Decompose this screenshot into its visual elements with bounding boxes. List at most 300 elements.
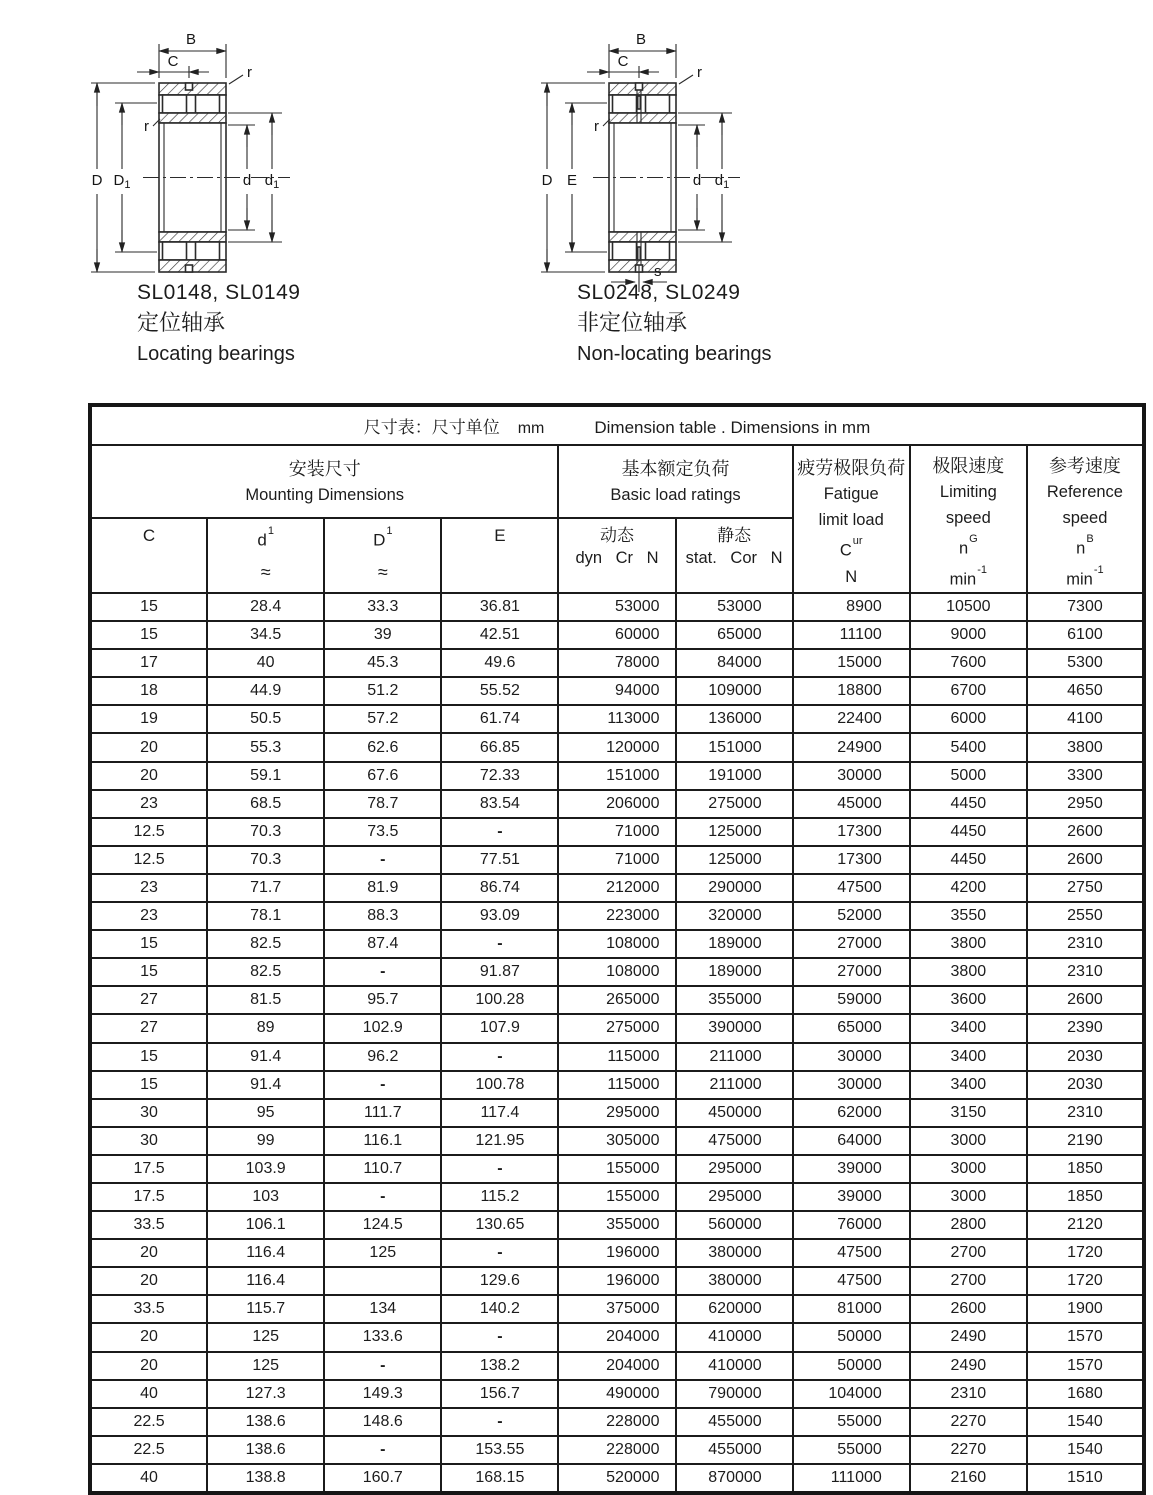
table-cell: 27000 [793, 958, 910, 986]
table-cell: 3400 [910, 1043, 1027, 1071]
table-cell: 1720 [1027, 1267, 1144, 1295]
table-cell: 82.5 [207, 958, 324, 986]
table-cell: 3800 [1027, 733, 1144, 761]
label-E: E [566, 172, 578, 189]
table-cell: 103 [207, 1183, 324, 1211]
table-cell: 99 [207, 1127, 324, 1155]
table-cell: 24900 [793, 733, 910, 761]
table-cell: 410000 [676, 1323, 793, 1351]
table-cell: 78.1 [207, 902, 324, 930]
table-cell: 116.4 [207, 1267, 324, 1295]
table-cell: 151000 [558, 762, 675, 790]
table-cell: 211000 [676, 1043, 793, 1071]
col-limiting-speed: 极限速度 Limiting speed $n^G$ $\min^{-1}$ [910, 445, 1027, 593]
table-cell: 22400 [793, 705, 910, 733]
table-cell: 111.7 [324, 1099, 441, 1127]
col-C: C [90, 518, 207, 593]
table-cell: 390000 [676, 1014, 793, 1042]
table-cell: 62000 [793, 1099, 910, 1127]
table-row [90, 1099, 1144, 1127]
table-cell: 129.6 [441, 1267, 558, 1295]
table-cell: 11100 [793, 621, 910, 649]
table-row [90, 902, 1144, 930]
table-cell: - [324, 1352, 441, 1380]
table-cell: 20 [90, 733, 207, 761]
table-cell: 17300 [793, 846, 910, 874]
table-cell: 15 [90, 621, 207, 649]
table-row [90, 1380, 1144, 1408]
table-cell: 55.3 [207, 733, 324, 761]
table-cell: 560000 [676, 1211, 793, 1239]
table-cell: 138.8 [207, 1464, 324, 1493]
table-row [90, 818, 1144, 846]
table-cell: 20 [90, 1352, 207, 1380]
table-cell: 34.5 [207, 621, 324, 649]
table-cell: 355000 [558, 1211, 675, 1239]
table-row [90, 1436, 1144, 1464]
label-D1: $D_1$ [113, 172, 131, 191]
table-cell: 95.7 [324, 986, 441, 1014]
table-cell: - [441, 930, 558, 958]
table-cell: 82.5 [207, 930, 324, 958]
table-cell: 47500 [793, 1267, 910, 1295]
table-cell: 27000 [793, 930, 910, 958]
table-cell: 20 [90, 1239, 207, 1267]
table-cell: 12.5 [90, 818, 207, 846]
table-cell: 100.28 [441, 986, 558, 1014]
col-static-load: 静态 stat. Cor N [676, 518, 793, 593]
table-cell: 40 [90, 1380, 207, 1408]
table-cell: 81000 [793, 1295, 910, 1323]
table-cell: 2700 [910, 1239, 1027, 1267]
table-cell: 106.1 [207, 1211, 324, 1239]
table-cell: 2030 [1027, 1043, 1144, 1071]
table-cell: 138.6 [207, 1408, 324, 1436]
table-cell: 77.51 [441, 846, 558, 874]
table-cell: 53000 [558, 593, 675, 621]
table-cell: 102.9 [324, 1014, 441, 1042]
table-cell: 3600 [910, 986, 1027, 1014]
table-cell: 3300 [1027, 762, 1144, 790]
table-cell: 206000 [558, 790, 675, 818]
table-title-unit: mm [517, 420, 545, 437]
table-cell: 223000 [558, 902, 675, 930]
dim-C [587, 53, 659, 72]
table-cell: 50000 [793, 1323, 910, 1351]
table-cell: 125000 [676, 846, 793, 874]
table-row [90, 1071, 1144, 1099]
table-cell: 104000 [793, 1380, 910, 1408]
table-cell: 23 [90, 790, 207, 818]
col-E: E [441, 518, 558, 593]
table-cell: 88.3 [324, 902, 441, 930]
col-reference-speed: 参考速度 Reference speed $n^B$ $\min^{-1}$ [1027, 445, 1144, 593]
table-cell: 45000 [793, 790, 910, 818]
table-cell: 7300 [1027, 593, 1144, 621]
table-row [90, 1352, 1144, 1380]
table-cell: 42.51 [441, 621, 558, 649]
table-cell: 3400 [910, 1071, 1027, 1099]
table-cell: 380000 [676, 1239, 793, 1267]
table-cell: 33.3 [324, 593, 441, 621]
table-cell: 70.3 [207, 846, 324, 874]
table-cell: 91.4 [207, 1071, 324, 1099]
table-cell: 2310 [1027, 1099, 1144, 1127]
table-title-en: Dimension table . Dimensions in mm [594, 418, 871, 437]
table-cell: 127.3 [207, 1380, 324, 1408]
table-cell: 27 [90, 986, 207, 1014]
group-basic-load-ratings: 基本额定负荷 Basic load ratings [558, 445, 792, 518]
table-cell: 2120 [1027, 1211, 1144, 1239]
table-cell: 455000 [676, 1408, 793, 1436]
model-number: SL0148, SL0149 [137, 281, 301, 304]
table-cell: 94000 [558, 677, 675, 705]
table-cell: 191000 [676, 762, 793, 790]
table-cell: 30000 [793, 1043, 910, 1071]
table-cell: 455000 [676, 1436, 793, 1464]
caption-locating [137, 282, 300, 364]
table-cell: 59000 [793, 986, 910, 1014]
table-cell: 81.5 [207, 986, 324, 1014]
table-cell: 2190 [1027, 1127, 1144, 1155]
table-title-zh: 尺寸表：尺寸单位 [363, 418, 500, 437]
table-cell: 4100 [1027, 705, 1144, 733]
table-cell: 51.2 [324, 677, 441, 705]
table-cell: 4450 [910, 846, 1027, 874]
table-cell: 91.87 [441, 958, 558, 986]
table-cell: 2390 [1027, 1014, 1144, 1042]
table-cell: 520000 [558, 1464, 675, 1493]
table-cell: 148.6 [324, 1408, 441, 1436]
table-cell: 2600 [910, 1295, 1027, 1323]
table-cell: 40 [90, 1464, 207, 1493]
table-cell: 1570 [1027, 1352, 1144, 1380]
table-cell: 117.4 [441, 1099, 558, 1127]
table-cell: 475000 [676, 1127, 793, 1155]
table-cell: 17 [90, 649, 207, 677]
group-mounting-dimensions: 安装尺寸 Mounting Dimensions [90, 445, 558, 518]
col-fatigue-limit-load: 疲劳极限负荷 Fatigue limit load $C^{ur}$ N [793, 445, 910, 593]
table-cell: 4450 [910, 818, 1027, 846]
table-cell: 44.9 [207, 677, 324, 705]
table-cell: 33.5 [90, 1295, 207, 1323]
table-cell: 15000 [793, 649, 910, 677]
table-cell: 228000 [558, 1408, 675, 1436]
bearing-drawing-locating [85, 28, 300, 290]
table-cell: 3150 [910, 1099, 1027, 1127]
bearing-type-zh: 非定位轴承 [577, 310, 688, 335]
table-cell: 295000 [558, 1099, 675, 1127]
table-cell: 39 [324, 621, 441, 649]
table-row [90, 1211, 1144, 1239]
table-cell: - [441, 1323, 558, 1351]
table-cell: 1900 [1027, 1295, 1144, 1323]
table-cell: 100.78 [441, 1071, 558, 1099]
model-number: SL0248, SL0249 [577, 281, 741, 304]
table-cell: 1720 [1027, 1239, 1144, 1267]
table-cell: - [441, 1155, 558, 1183]
table-cell: 78000 [558, 649, 675, 677]
table-row [90, 1295, 1144, 1323]
table-cell: 211000 [676, 1071, 793, 1099]
label-r-outer: r [247, 64, 252, 81]
table-cell: 151000 [676, 733, 793, 761]
table-cell: 6000 [910, 705, 1027, 733]
table-cell: 95 [207, 1099, 324, 1127]
label-r-inner: r [144, 118, 149, 135]
table-cell: 2310 [910, 1380, 1027, 1408]
label-r-outer: r [697, 64, 702, 81]
table-cell: 15 [90, 1071, 207, 1099]
table-cell: 870000 [676, 1464, 793, 1493]
label-D: D [91, 172, 103, 189]
table-title [90, 405, 1144, 445]
table-cell: 86.74 [441, 874, 558, 902]
table-cell: 20 [90, 1323, 207, 1351]
table-cell: 103.9 [207, 1155, 324, 1183]
table-cell: 2600 [1027, 846, 1144, 874]
table-cell: 189000 [676, 930, 793, 958]
table-cell: 212000 [558, 874, 675, 902]
table-cell: 355000 [676, 986, 793, 1014]
table-cell: 790000 [676, 1380, 793, 1408]
table-cell: 3800 [910, 958, 1027, 986]
table-cell: 2600 [1027, 818, 1144, 846]
table-cell: 204000 [558, 1323, 675, 1351]
table-row [90, 1014, 1144, 1042]
table-cell: 9000 [910, 621, 1027, 649]
table-cell: 111000 [793, 1464, 910, 1493]
table-cell: 12.5 [90, 846, 207, 874]
table-cell: 5300 [1027, 649, 1144, 677]
table-row [90, 1043, 1144, 1071]
table-cell: 15 [90, 1043, 207, 1071]
table-cell: 23 [90, 874, 207, 902]
table-cell: 134 [324, 1295, 441, 1323]
table-cell: 78.7 [324, 790, 441, 818]
table-row [90, 1239, 1144, 1267]
table-cell: 70.3 [207, 818, 324, 846]
table-cell: 2750 [1027, 874, 1144, 902]
table-cell: 120000 [558, 733, 675, 761]
table-cell: 36.81 [441, 593, 558, 621]
table-cell [324, 1267, 441, 1295]
table-cell: 72.33 [441, 762, 558, 790]
table-cell: 125 [207, 1323, 324, 1351]
figure-non-locating-bearing [535, 28, 750, 296]
table-cell: 160.7 [324, 1464, 441, 1493]
table-cell: 7600 [910, 649, 1027, 677]
table-cell: 17300 [793, 818, 910, 846]
table-cell: 1570 [1027, 1323, 1144, 1351]
table-cell: 4650 [1027, 677, 1144, 705]
table-cell: 5400 [910, 733, 1027, 761]
table-cell: 49.6 [441, 649, 558, 677]
table-cell: 125000 [676, 818, 793, 846]
table-cell: 156.7 [441, 1380, 558, 1408]
table-cell: 81.9 [324, 874, 441, 902]
label-d: d [242, 172, 252, 189]
table-row [90, 1408, 1144, 1436]
table-cell: 53000 [676, 593, 793, 621]
col-d1: $d^1$ ≈ [207, 518, 324, 593]
table-cell: - [441, 1239, 558, 1267]
table-cell: 39000 [793, 1155, 910, 1183]
table-cell: 130.65 [441, 1211, 558, 1239]
table-cell: 28.4 [207, 593, 324, 621]
table-cell: - [441, 1043, 558, 1071]
table-cell: 450000 [676, 1099, 793, 1127]
table-cell: - [324, 1183, 441, 1211]
table-cell: 107.9 [441, 1014, 558, 1042]
table-cell: 83.54 [441, 790, 558, 818]
table-cell: 3400 [910, 1014, 1027, 1042]
table-cell: - [324, 1436, 441, 1464]
table-row [90, 1267, 1144, 1295]
table-row [90, 705, 1144, 733]
table-cell: 61.74 [441, 705, 558, 733]
table-cell: 375000 [558, 1295, 675, 1323]
table-cell: 196000 [558, 1267, 675, 1295]
bearing-drawing-non-locating [535, 28, 750, 296]
table-cell: 2160 [910, 1464, 1027, 1493]
table-cell: 275000 [676, 790, 793, 818]
table-cell: 59.1 [207, 762, 324, 790]
table-group-header-row [90, 445, 1144, 518]
table-cell: 121.95 [441, 1127, 558, 1155]
label-D: D [541, 172, 553, 189]
table-cell: 2270 [910, 1408, 1027, 1436]
table-cell: 125 [207, 1352, 324, 1380]
table-row [90, 986, 1144, 1014]
table-cell: 133.6 [324, 1323, 441, 1351]
label-C: C [167, 53, 179, 70]
table-cell: 125 [324, 1239, 441, 1267]
table-cell: 93.09 [441, 902, 558, 930]
table-cell: 1510 [1027, 1464, 1144, 1493]
table-cell: 71.7 [207, 874, 324, 902]
table-cell: 5000 [910, 762, 1027, 790]
table-cell: 490000 [558, 1380, 675, 1408]
bearing-type-en: Locating bearings [137, 343, 295, 365]
table-cell: 52000 [793, 902, 910, 930]
table-cell: 30 [90, 1127, 207, 1155]
table-cell: 30000 [793, 762, 910, 790]
table-body [90, 593, 1144, 1493]
table-cell: - [441, 1408, 558, 1436]
table-cell: 3550 [910, 902, 1027, 930]
table-cell: 40 [207, 649, 324, 677]
approx-symbol: ≈ [377, 561, 388, 582]
table-cell: - [324, 846, 441, 874]
label-s: s [654, 263, 662, 280]
table-title-row [90, 405, 1144, 445]
table-cell: 76000 [793, 1211, 910, 1239]
table-cell: 2950 [1027, 790, 1144, 818]
table-cell: 265000 [558, 986, 675, 1014]
table-cell: 68.5 [207, 790, 324, 818]
table-cell: 3000 [910, 1183, 1027, 1211]
table-cell: 8900 [793, 593, 910, 621]
table-cell: 149.3 [324, 1380, 441, 1408]
table-cell: 45.3 [324, 649, 441, 677]
label-d: d [692, 172, 702, 189]
dim-C [137, 53, 209, 72]
table-row [90, 790, 1144, 818]
table-cell: 2030 [1027, 1071, 1144, 1099]
table-cell: 1540 [1027, 1436, 1144, 1464]
table-cell: 108000 [558, 930, 675, 958]
table-cell: 30000 [793, 1071, 910, 1099]
table-row [90, 1183, 1144, 1211]
table-cell: 116.4 [207, 1239, 324, 1267]
table-cell: 3800 [910, 930, 1027, 958]
table-cell: 2600 [1027, 986, 1144, 1014]
table-cell: 2490 [910, 1352, 1027, 1380]
caption-non-locating [577, 282, 772, 364]
col-dynamic-load: 动态 dyn Cr N [558, 518, 675, 593]
table-cell: 47500 [793, 874, 910, 902]
table-cell: 62.6 [324, 733, 441, 761]
table-cell: 50000 [793, 1352, 910, 1380]
table-cell: 91.4 [207, 1043, 324, 1071]
table-cell: 305000 [558, 1127, 675, 1155]
figure-locating-bearing [85, 28, 300, 290]
table-cell: 6100 [1027, 621, 1144, 649]
table-cell: 23 [90, 902, 207, 930]
table-cell: 410000 [676, 1352, 793, 1380]
table-cell: 20 [90, 762, 207, 790]
table-cell: 115000 [558, 1043, 675, 1071]
table-cell: 3000 [910, 1155, 1027, 1183]
table-cell: 1850 [1027, 1155, 1144, 1183]
table-cell: 66.85 [441, 733, 558, 761]
table-cell: 64000 [793, 1127, 910, 1155]
table-cell: 18800 [793, 677, 910, 705]
table-cell: 620000 [676, 1295, 793, 1323]
table-cell: 84000 [676, 649, 793, 677]
table-cell: - [324, 1071, 441, 1099]
table-cell: 138.6 [207, 1436, 324, 1464]
table-cell: 1680 [1027, 1380, 1144, 1408]
table-row [90, 649, 1144, 677]
table-cell: 96.2 [324, 1043, 441, 1071]
table-cell: 73.5 [324, 818, 441, 846]
table-cell: 2310 [1027, 958, 1144, 986]
table-row [90, 1323, 1144, 1351]
table-cell: 2310 [1027, 930, 1144, 958]
table-cell: 71000 [558, 846, 675, 874]
table-cell: 15 [90, 593, 207, 621]
table-cell: 116.1 [324, 1127, 441, 1155]
table-cell: 189000 [676, 958, 793, 986]
table-cell: 10500 [910, 593, 1027, 621]
table-row [90, 677, 1144, 705]
table-cell: 55.52 [441, 677, 558, 705]
table-cell: 275000 [558, 1014, 675, 1042]
label-B: B [185, 31, 197, 48]
table-cell: 168.15 [441, 1464, 558, 1493]
table-row [90, 621, 1144, 649]
table-row [90, 762, 1144, 790]
label-d1: $d_1$ [264, 172, 280, 191]
table-cell: 155000 [558, 1155, 675, 1183]
dimension-table [88, 403, 1146, 1495]
table-cell: 89 [207, 1014, 324, 1042]
table-cell: 196000 [558, 1239, 675, 1267]
table-cell: 20 [90, 1267, 207, 1295]
table-cell: 30 [90, 1099, 207, 1127]
